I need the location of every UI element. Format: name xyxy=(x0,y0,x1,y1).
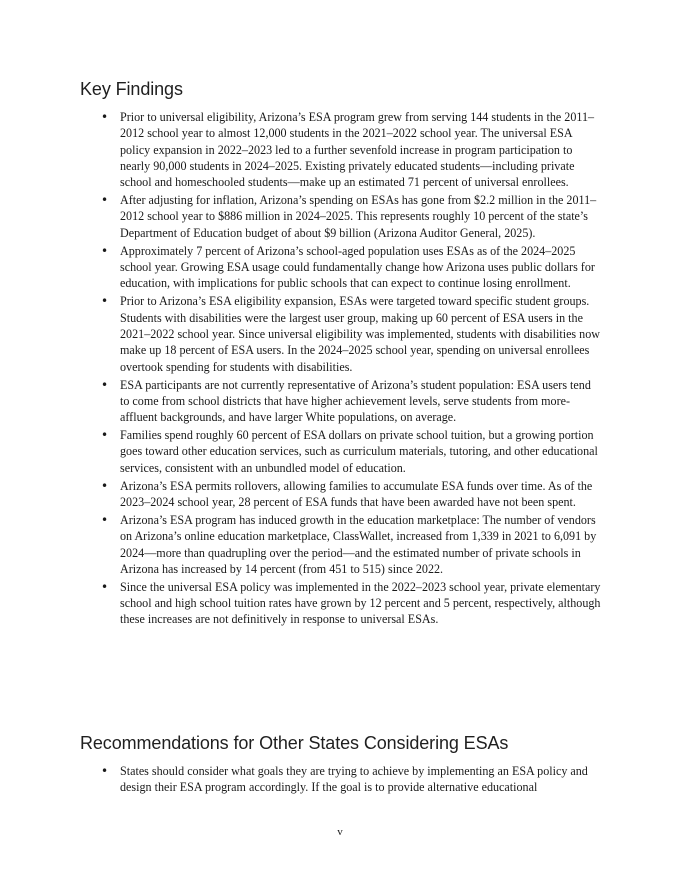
list-item: • After adjusting for inflation, Arizona’s spending on ESAs has gone from $2.2 million in the 2011–2012 school year to $886 million in 2024–2025. This represents roughly 10 percent of the state’s Department of Education budget of about $9 billion (Arizona Auditor General, 2025). xyxy=(120,192,602,241)
list-item: • Approximately 7 percent of Arizona’s school-aged population uses ESAs as of the 2024–2025 school year. Growing ESA usage could fundamentally change how Arizona uses public dollars for education, with implications for public schools that can expect to continue losing enrollment. xyxy=(120,243,602,292)
key-findings-heading: Key Findings xyxy=(80,79,183,99)
recommendations-heading: Recommendations for Other States Considering ESAs xyxy=(80,733,509,753)
key-findings-list xyxy=(120,109,602,629)
list-item: • Families spend roughly 60 percent of ESA dollars on private school tuition, but a growing portion goes toward other education services, such as curriculum materials, tutoring, and other educational services, consistent with an unbundled model of education. xyxy=(120,427,602,476)
recommendations-list xyxy=(120,763,602,797)
list-item: • Prior to Arizona’s ESA eligibility expansion, ESAs were targeted toward specific student groups. Students with disabilities were the largest user group, making up 60 percent of ESA users in the 2021–2022 school year. Since universal eligibility was implemented, students with disabilities now make up 18 percent of ESA users. In the 2024–2025 school year, spending on universal enrollees overtook spending for students with disabilities. xyxy=(120,293,602,374)
list-item: • Since the universal ESA policy was implemented in the 2022–2023 school year, private elementary school and high school tuition rates have grown by 12 percent and 5 percent, respectively, although these increases are not definitively in response to universal ESAs. xyxy=(120,579,602,628)
list-item: • Arizona’s ESA permits rollovers, allowing families to accumulate ESA funds over time. As of the 2023–2024 school year, 28 percent of ESA funds that have been awarded have not been spent. xyxy=(120,478,602,511)
list-item: • Arizona’s ESA program has induced growth in the education marketplace: The number of vendors on Arizona’s online education marketplace, ClassWallet, increased from 1,339 in 2021 to 6,091 by 2024—more than quadrupling over the period—and the estimated number of private schools in Arizona has increased by 14 percent (from 451 to 515) since 2022. xyxy=(120,512,602,577)
list-item: • Prior to universal eligibility, Arizona’s ESA program grew from serving 144 students in the 2011–2012 school year to almost 12,000 students in the 2021–2022 school year. The universal ESA policy expansion in 2022–2023 led to a further sevenfold increase in program participation to nearly 90,000 students in 2024–2025. Existing privately educated students—including private school and homeschooled students—make up an estimated 71 percent of universal enrollees. xyxy=(120,109,602,190)
list-item: • States should consider what goals they are trying to achieve by implementing an ESA policy and design their ESA program accordingly. If the goal is to provide alternative educational xyxy=(120,763,602,796)
list-item: • ESA participants are not currently representative of Arizona’s student population: ESA users tend to come from school districts that have higher achievement levels, serve students from more-affluent backgrounds, and have larger White populations, on average. xyxy=(120,377,602,426)
page-number: v xyxy=(337,826,343,838)
